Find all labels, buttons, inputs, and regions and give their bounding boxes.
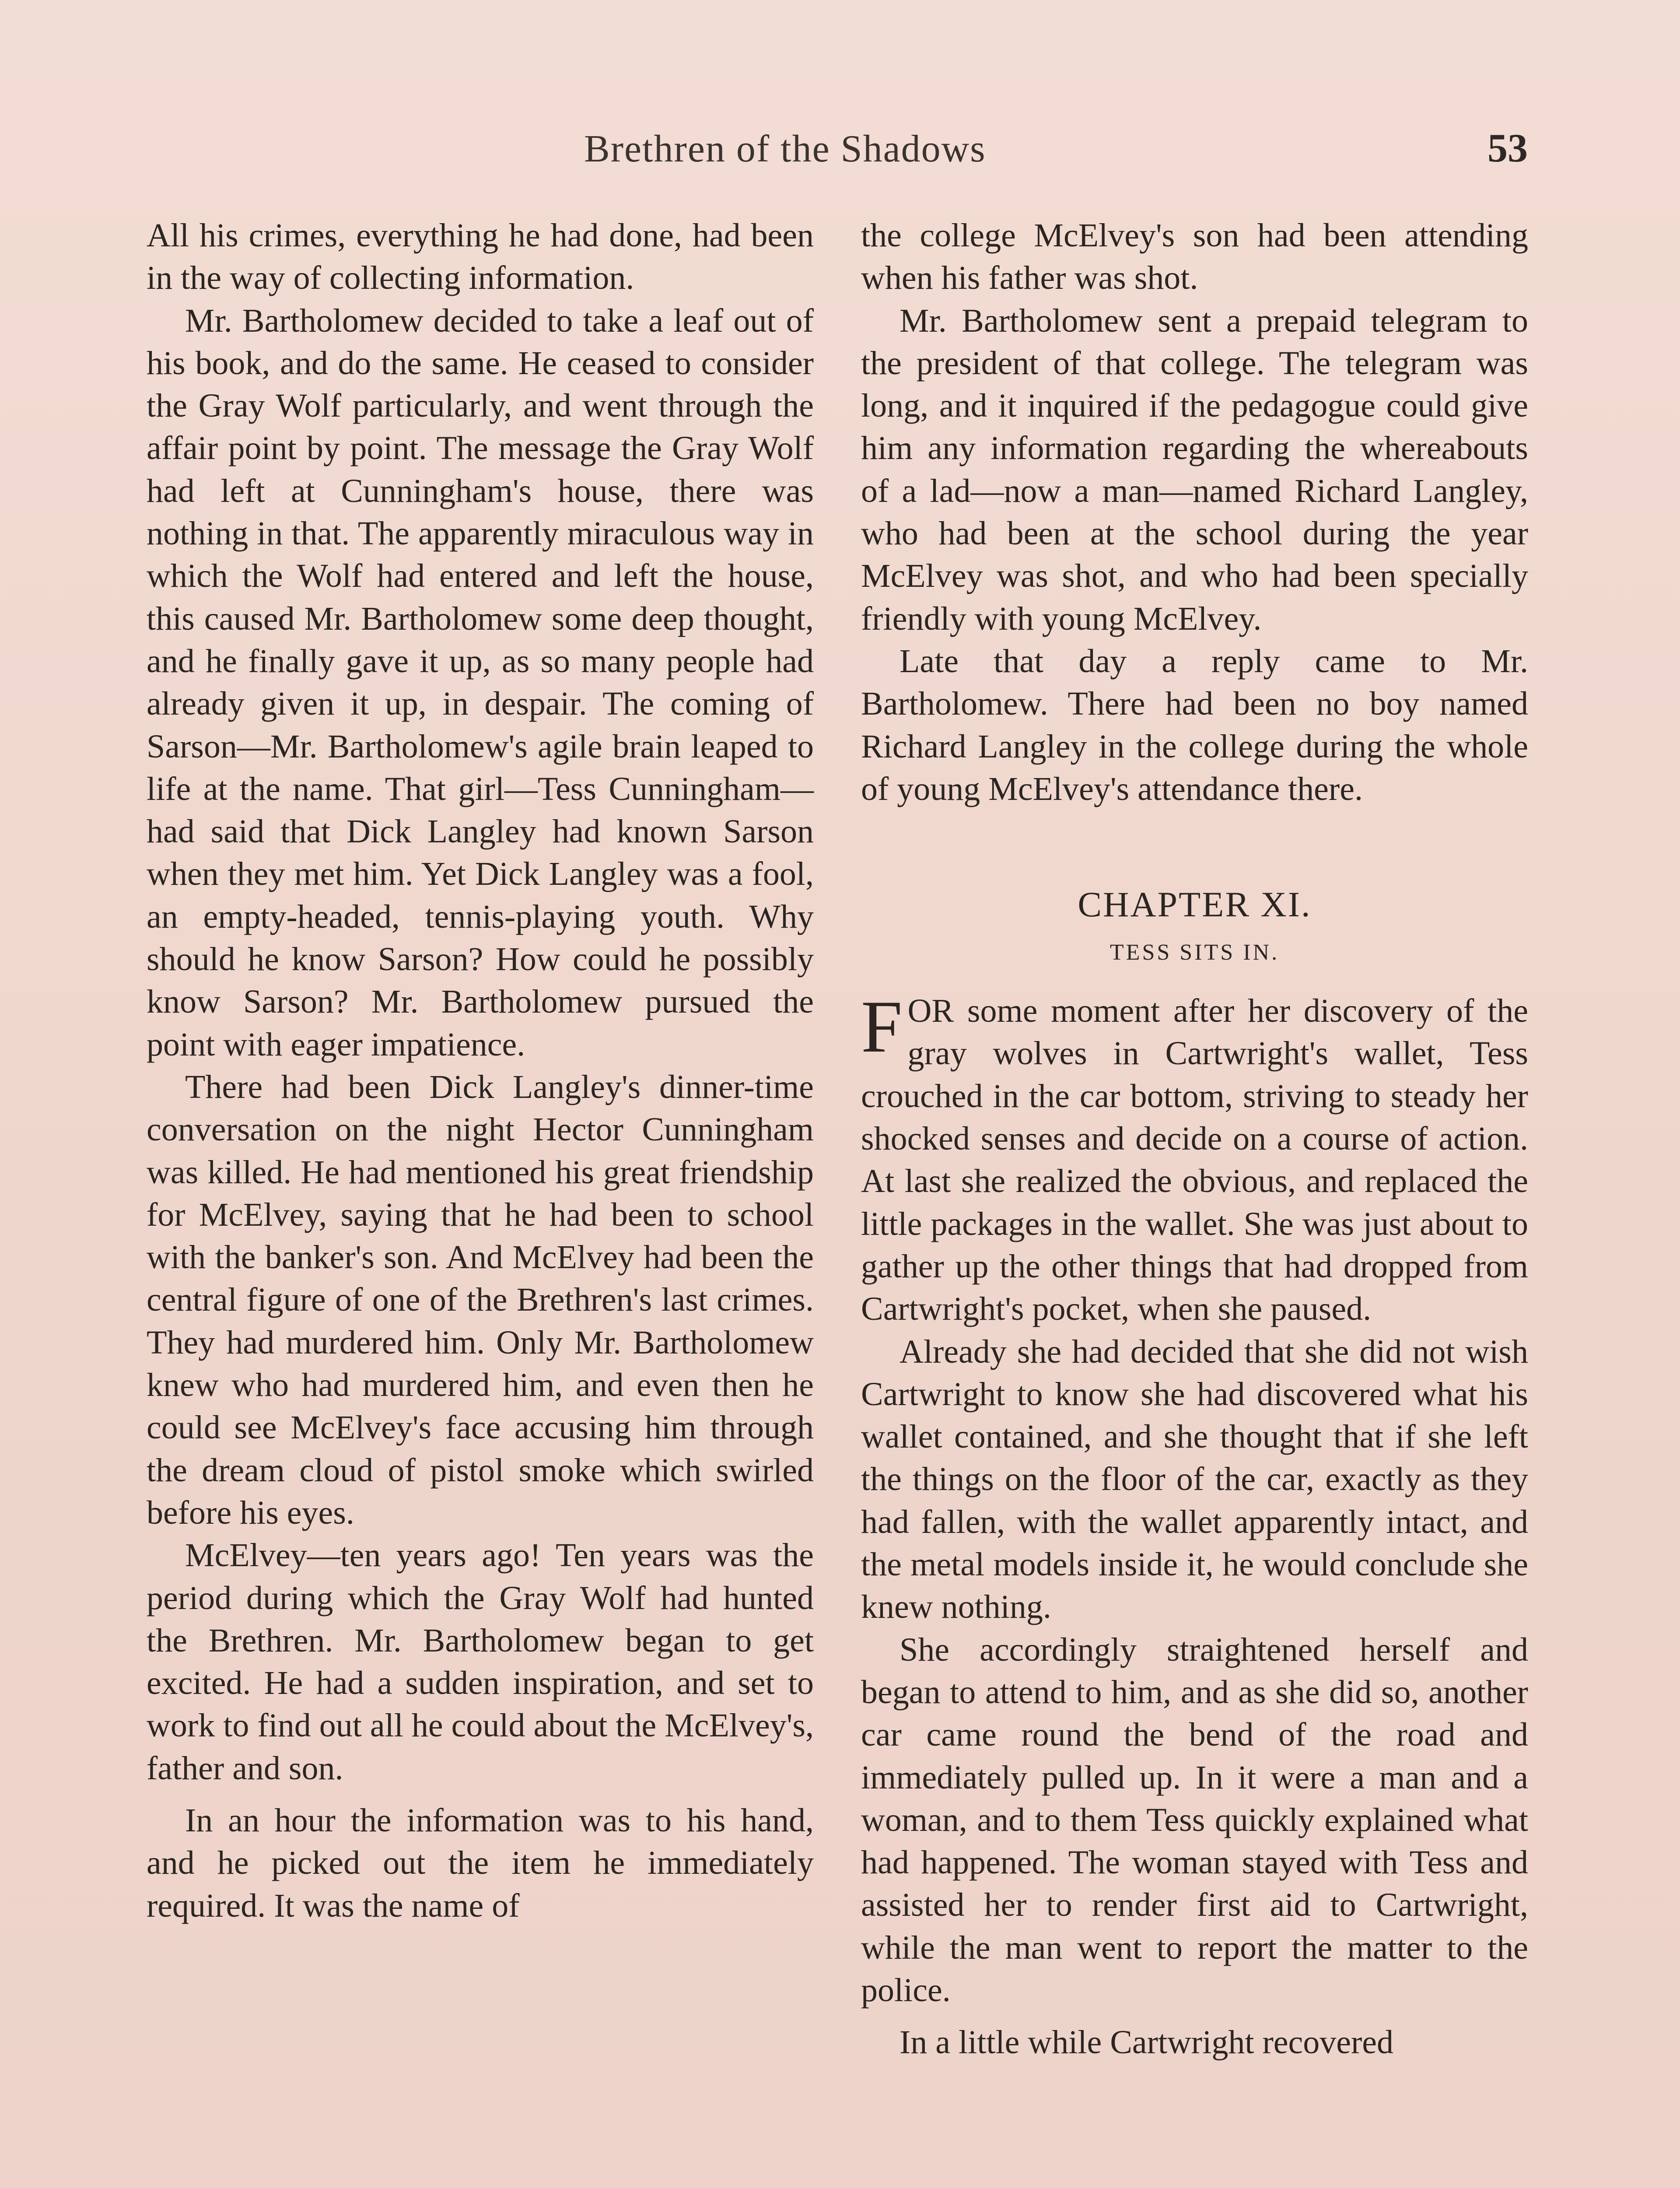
paragraph-text: OR some moment after her discovery of the gray wolves in Cartwright's wallet, Tess crouched in the car bottom, striving to steady her shocked senses and decide on a course of action. At last she realized the obvious, and replaced the little packages in the wallet. She was just about to gather up the other things that had dropped from Cartwright's pocket, when she paused. xyxy=(861,992,1528,1328)
paragraph: In a little while Cartwright recovered xyxy=(900,2024,1394,2061)
chapter-subtitle: TESS SITS IN. xyxy=(1110,940,1280,965)
left-column xyxy=(147,214,814,1927)
paragraph: Mr. Bartholomew sent a prepaid telegram to the president of that college. The telegram was long, and it inquired if the pedagogue could give him any information regarding the whereabouts of a lad—now a man—named Richard Langley, who had been at the school during the year McElvey was shot, and who had been specially friendly with young McElvey. xyxy=(861,302,1528,637)
paragraph: Already she had decided that she did not wish Cartwright to know she had discovered what his wallet contained, and she thought that if she left the things on the floor of the car, exactly as they had fallen, with the wallet apparently intact, and the metal models inside it, he would conclude she knew nothing. xyxy=(861,1333,1528,1626)
paragraph: the college McElvey's son had been attending when his father was shot. xyxy=(861,217,1528,297)
paragraph: McElvey—ten years ago! Ten years was the period during which the Gray Wolf had hunted the Brethren. Mr. Bartholomew began to get excited. He had a sudden inspiration, and set to work to find out all he could about the McElvey's, father and son. xyxy=(147,1537,814,1787)
drop-cap: F xyxy=(861,985,903,1068)
paragraph: Mr. Bartholomew decided to take a leaf out of his book, and do the same. He ceased to consider the Gray Wolf particularly, and went through the affair point by point. The message the Gray Wolf had left at Cunningham's house, there was nothing in that. The apparently miraculous way in which the Wolf had entered and left the house, this caused Mr. Bartholomew some deep thought, and he finally gave it up, as so many people had already given it up, in despair. The coming of Sarson—Mr. Bartholomew's agile brain leaped to life at the name. That girl—Tess Cunningham—had said that Dick Langley had known Sarson when they met him. Yet Dick Langley was a fool, an empty-headed, tennis-playing youth. Why should he know Sarson? How could he possibly know Sarson? Mr. Bartholomew pursued the point with eager impatience. xyxy=(147,302,814,1063)
paragraph: All his crimes, everything he had done, had been in the way of collecting information. xyxy=(147,217,814,297)
page-number: 53 xyxy=(1488,126,1528,170)
chapter-heading: CHAPTER XI. xyxy=(1078,884,1312,925)
right-column xyxy=(861,214,1528,2064)
paragraph: She accordingly straightened herself and began to attend to him, and as she did so, another car came round the bend of the road and immediately pulled up. In it were a man and a woman, and to them Tess quickly explained what had happened. The woman stayed with Tess and assisted her to render first aid to Cartwright, while the man went to report the matter to the police. xyxy=(861,1631,1528,2009)
paragraph: There had been Dick Langley's dinner-time conversation on the night Hector Cunningham was killed. He had mentioned his great friendship for McElvey, saying that he had been to school with the banker's son. And McElvey had been the central figure of one of the Brethren's last crimes. They had murdered him. Only Mr. Bartholomew knew who had murdered him, and even then he could see McElvey's face accusing him through the dream cloud of pistol smoke which swirled before his eyes. xyxy=(147,1068,814,1531)
running-head-title: Brethren of the Shadows xyxy=(584,128,986,170)
paragraph: Late that day a reply came to Mr. Bartholomew. There had been no boy named Richard Langley in the college during the whole of young McElvey's attendance there. xyxy=(861,642,1528,807)
opening-paragraph xyxy=(861,985,1528,1330)
paragraph: In an hour the information was to his hand, and he picked out the item he immediately required. It was the name of xyxy=(147,1802,814,1924)
